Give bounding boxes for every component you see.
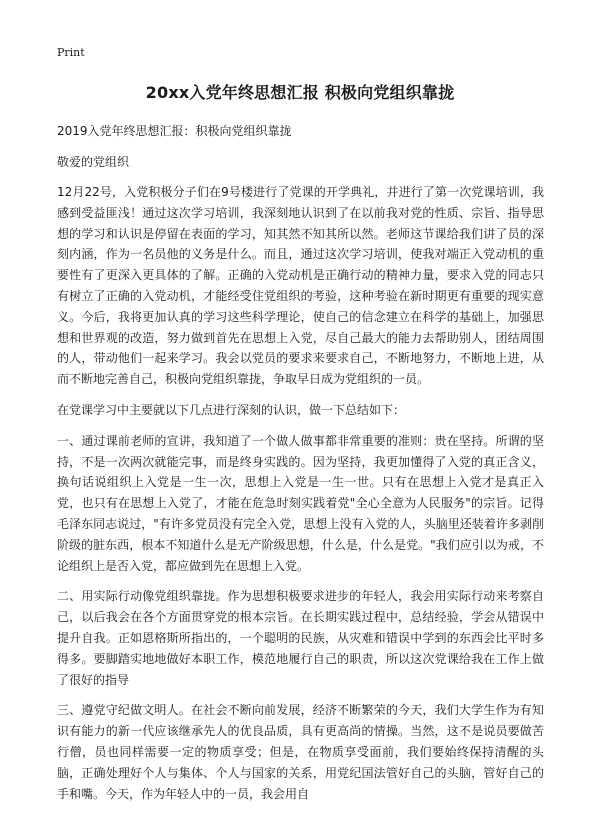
- document-body: [57, 182, 544, 814]
- print-link[interactable]: Print: [57, 46, 85, 59]
- paragraph-summary-lead: 在党课学习中主要就以下几点进行深刻的认识，做一下总结如下：: [57, 402, 406, 417]
- page-title: 20xx入党年终思想汇报 积极向党组织靠拢: [145, 83, 455, 102]
- paragraph-point-three: 三、遵党守纪做文明人。在社会不断向前发展，经济不断繁荣的今天，我们大学生作为有知识有能力的新一代应该继承先人的优良品质，具有更高尚的情操。当然，这不是说员要做苦行僧，员也同样需要一定的物质享受；但是，在物质享受面前，我们要始终保持清醒的头脑，正确处理好个人与集体、个人与国家的关系，用党纪国法管好自己的头脑，管好自己的手和嘴。今天，作为年轻人中的一员，我会用自: [57, 703, 544, 801]
- paragraph-point-two: 二、用实际行动像党组织靠拢。作为思想积极要求进步的年轻人，我会用实际行动来考察自己，以后我会在各个方面贯穿党的根本宗旨。在长期实践过程中，总结经验，学会从错误中提升自我。正如恩格斯所指出的，一个聪明的民族，从灾难和错误中学到的东西会比平时多得多。要脚踏实地地做好本职工作，模范地履行自己的职责，所以这次党课给我在工作上做了很好的指导: [57, 589, 544, 687]
- salutation: 敬爱的党组织: [57, 155, 130, 169]
- document-subtitle: 2019入党年终思想汇报：积极向党组织靠拢: [57, 124, 292, 138]
- paragraph-intro: 12月22号，入党积极分子们在9号楼进行了党课的开学典礼，并进行了第一次党课培训，我感到受益匪浅！通过这次学习培训，我深刻地认识到了在以前我对党的性质、宗旨、指导思想的学习和认识是停留在表面的学习，知其然不知其所以然。老师这节课给我们讲了员的深刻内涵，作为一名员他的义务是什么。而且，通过这次学习培训，使我对端正入党动机的重要性有了更深入更具体的了解。正确的入党动机是正确行动的精神力量，要求入党的同志只有树立了正确的入党动机，才能经受住党组织的考验，这种考验在新时期更有重要的现实意义。今后，我将更加认真的学习这些科学理论，使自己的信念建立在科学的基础上，加强思想和世界观的改造，努力做到首先在思想上入党，尽自己最大的能力去帮助别人，团结周围的人，带动他们一起来学习。我会以党员的要求来要求自己，不断地努力，不断地上进，从而不断地完善自己，积极向党组织靠拢，争取早日成为党组织的一员。: [57, 185, 544, 387]
- paragraph-point-one: 一、通过课前老师的宣讲，我知道了一个做人做事都非常重要的准则：贵在坚持。所谓的坚持，不是一次两次就能完事，而是终身实践的。因为坚持，我更加懂得了入党的真正含义，换句话说组织上入党是一生一次，思想上入党是一生一世。只有在思想上入党才是真正入党，也只有在思想上入党了，才能在危急时刻实践着党"全心全意为人民服务"的宗旨。记得毛泽东同志说过，"有许多党员没有完全入党，思想上没有入党的人，头脑里还装着许多剥削阶级的脏东西，根本不知道什么是无产阶级思想，什么是，什么是党。"我们应引以为戒，不论组织上是否入党，都应做到先在思想上入党。: [57, 433, 544, 573]
